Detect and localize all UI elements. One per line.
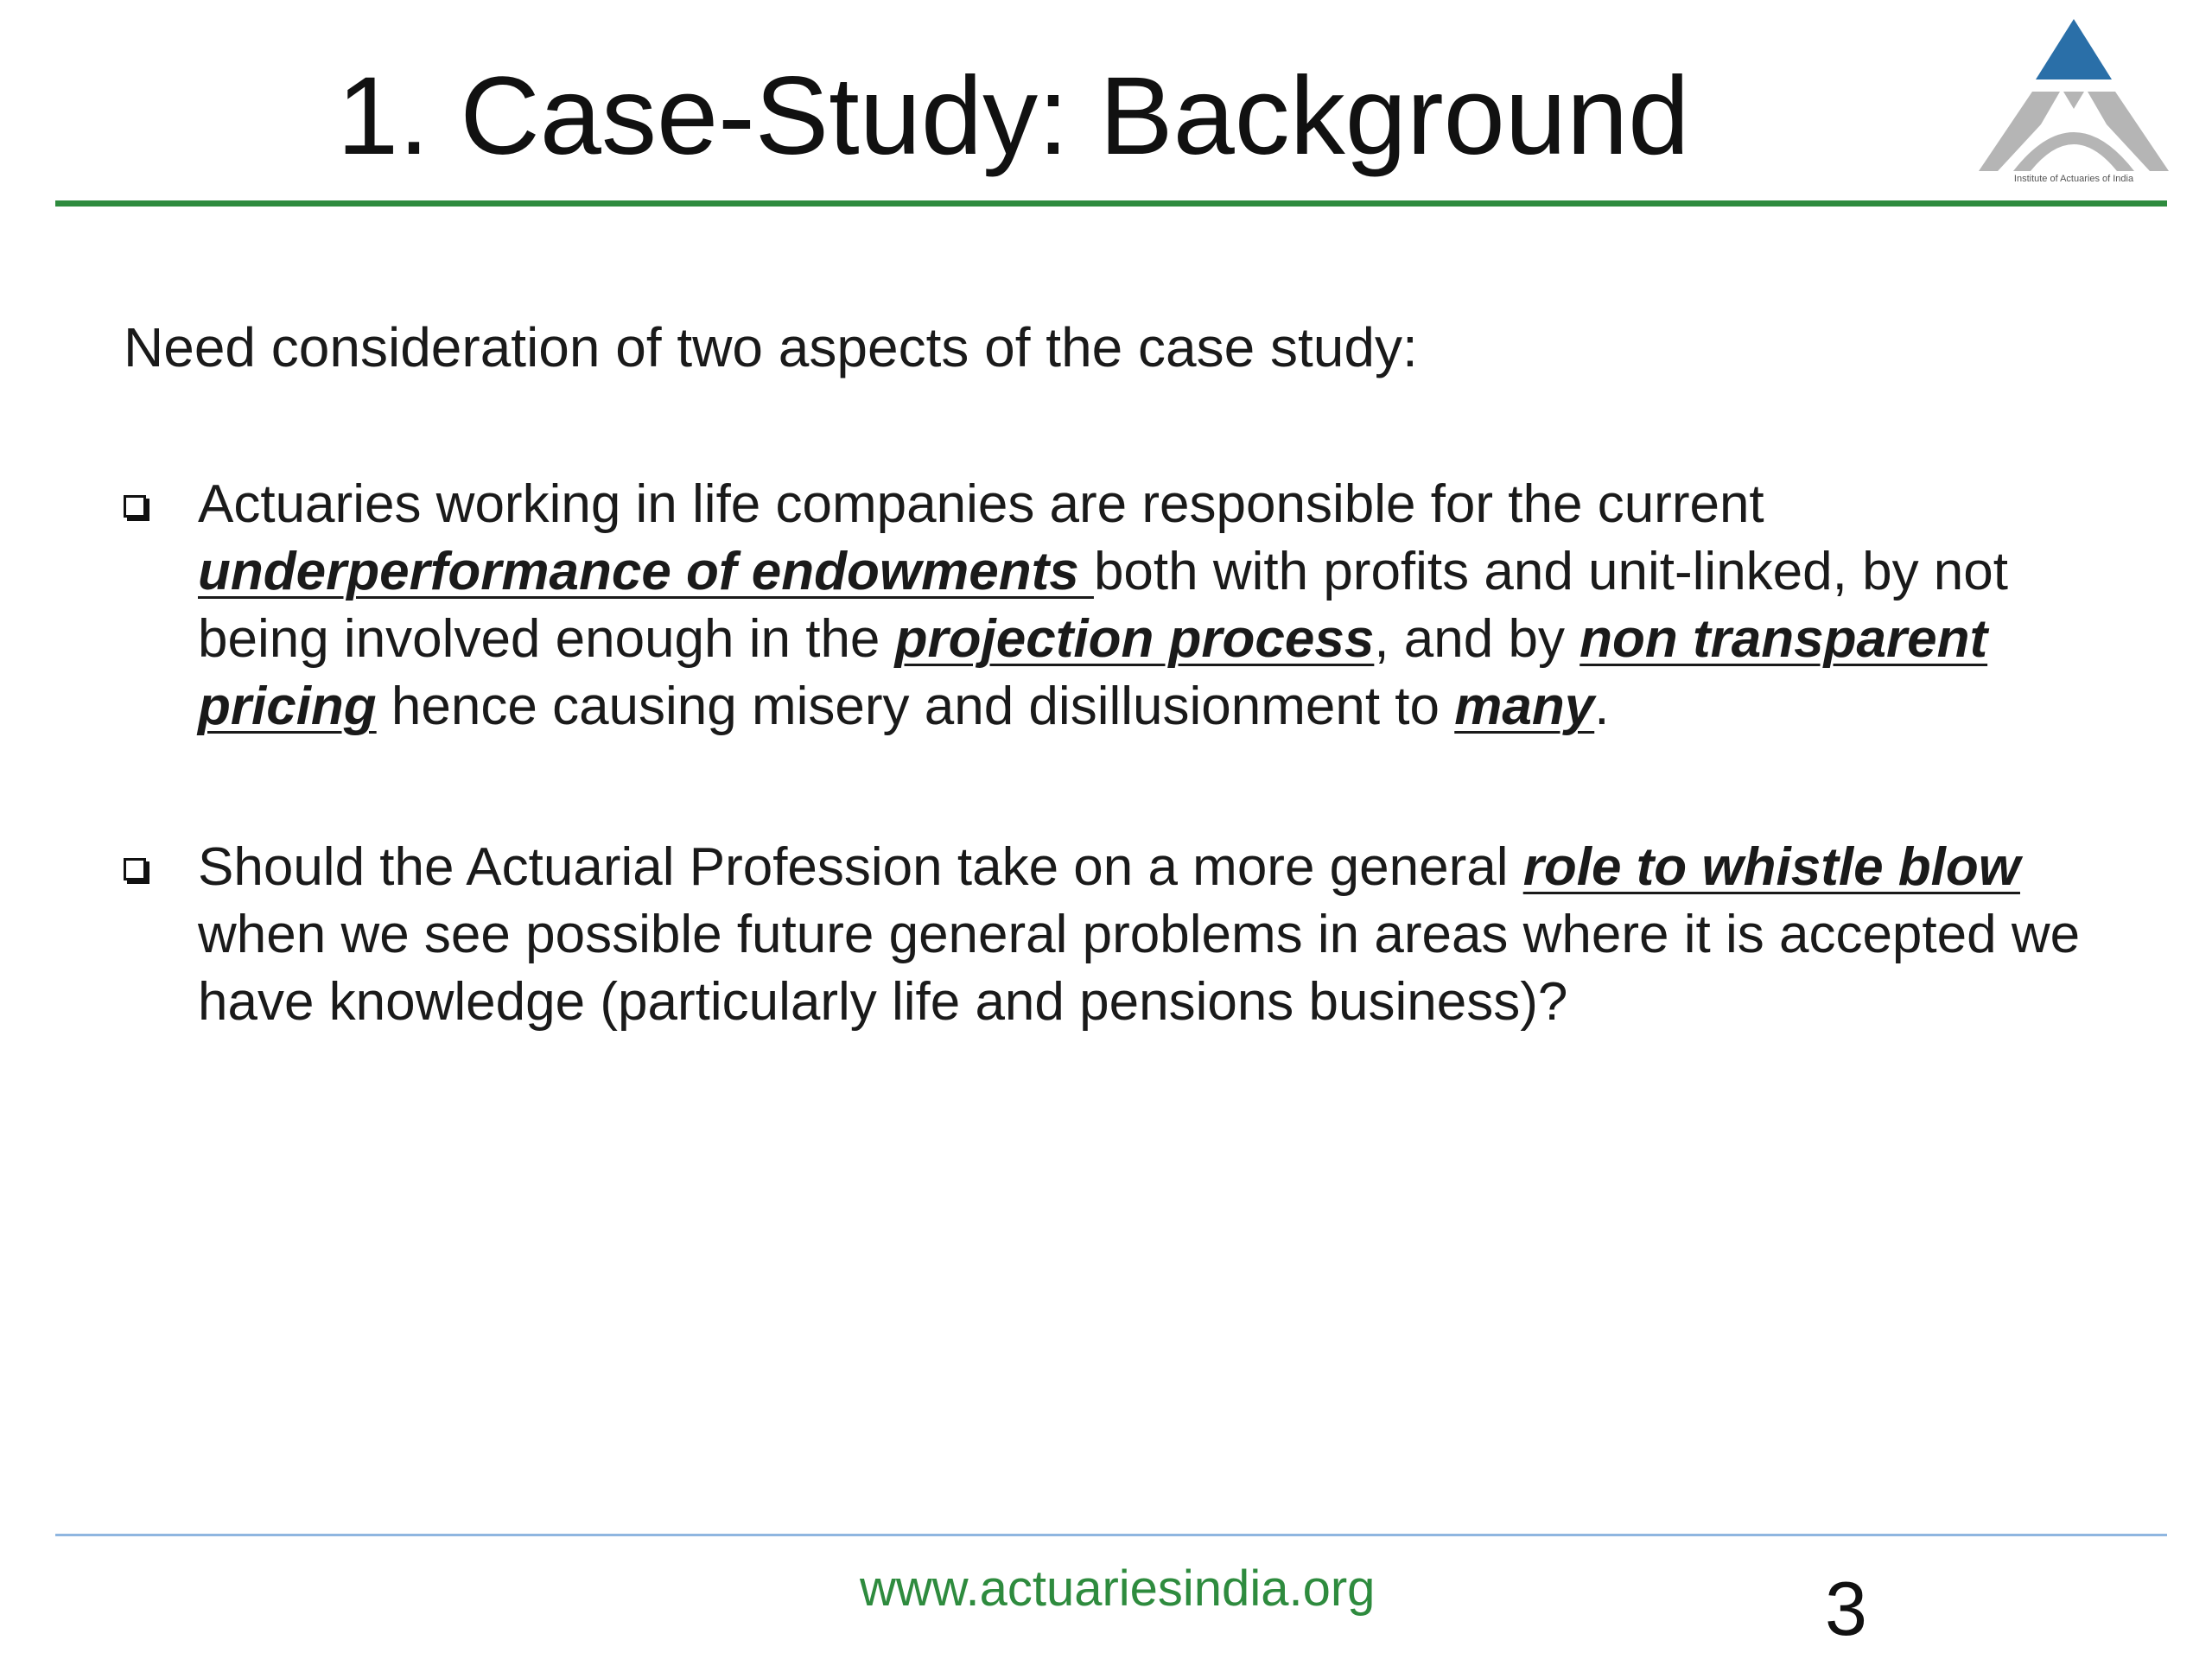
text-run: . — [1594, 677, 1610, 736]
logo-gray-arch — [2013, 132, 2134, 171]
text-run: Actuaries working in life companies are responsible for the current — [198, 474, 1764, 534]
page-number: 3 — [1825, 1566, 1867, 1651]
slide-title: 1. Case-Study: Background — [337, 54, 1690, 178]
emphasized-phrase: role to whistle blow — [1522, 837, 2020, 897]
bullet-list — [124, 471, 2145, 1129]
bullet-text — [198, 474, 2008, 736]
bullet-item — [124, 834, 2145, 1036]
emphasized-phrase: many — [1454, 677, 1595, 736]
emphasized-phrase: non transparent pricing — [198, 609, 1988, 736]
text-run: hence causing misery and disillusionment to — [376, 677, 1455, 736]
bullet-item — [124, 471, 2145, 741]
text-run: when we see possible future general problems in areas where it is accepted we have knowledge (particularly life and pensions business)? — [198, 905, 2081, 1032]
footer-website-url: www.actuariesindia.org — [860, 1560, 1376, 1617]
intro-text: Need consideration of two aspects of the case study: — [124, 316, 1418, 378]
footer-divider — [55, 1534, 2167, 1536]
logo-gray-center — [2063, 92, 2084, 109]
square-bullet-icon — [124, 495, 146, 518]
title-divider — [55, 200, 2167, 207]
institute-logo-icon — [1979, 16, 2169, 188]
emphasized-phrase: projection process — [894, 609, 1375, 669]
logo-gray-left — [1979, 92, 2060, 171]
emphasized-phrase: underperformance of endowments — [198, 542, 1094, 601]
logo-gray-right — [2088, 92, 2169, 171]
bullet-text — [198, 837, 2080, 1032]
logo-blue-triangle — [2036, 19, 2112, 79]
square-bullet-icon — [124, 858, 146, 880]
logo-caption: Institute of Actuaries of India — [2013, 174, 2134, 184]
text-run: , and by — [1374, 609, 1580, 669]
text-run: Should the Actuarial Profession take on a more general — [198, 837, 1523, 897]
text-run: both with profits and unit-linked, by not being involved enough in the — [198, 542, 2008, 669]
